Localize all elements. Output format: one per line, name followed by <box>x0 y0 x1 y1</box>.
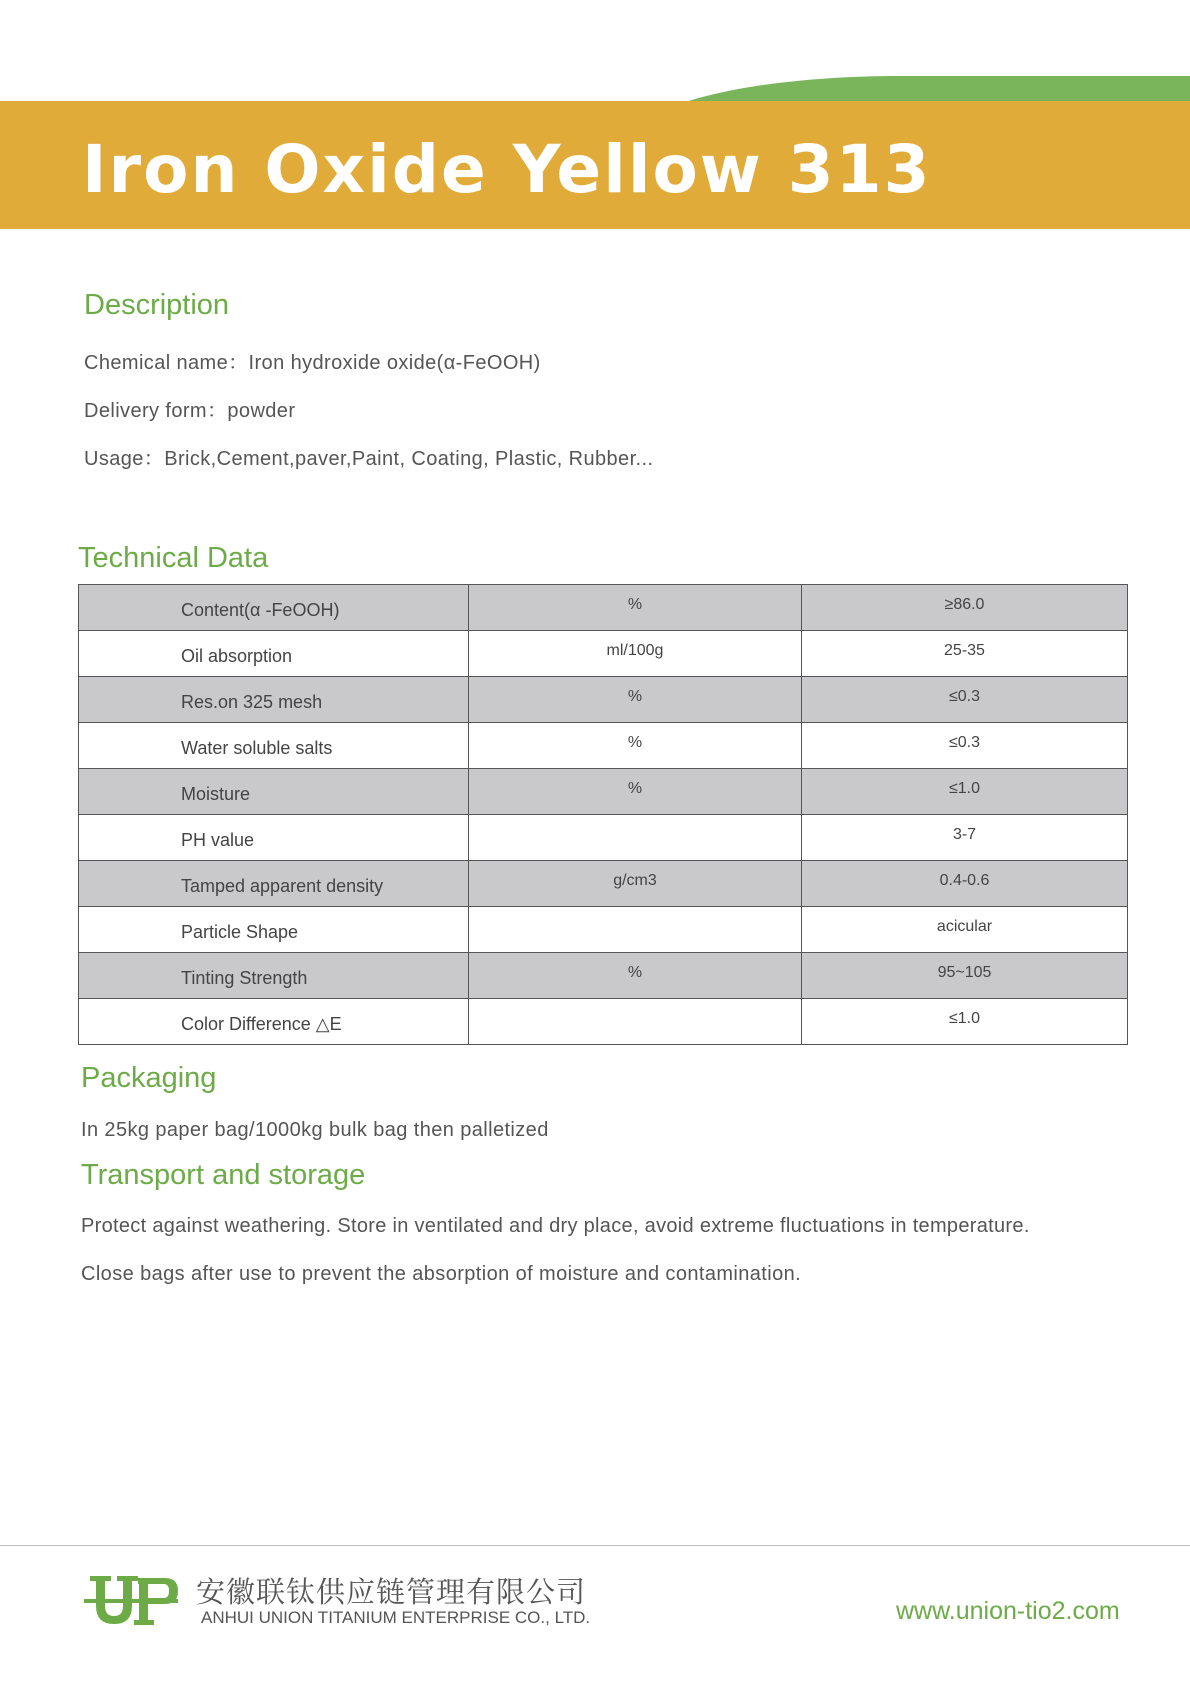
technical-data-table <box>78 584 1128 1045</box>
delivery-form: Delivery form：powder <box>84 400 296 422</box>
property-unit: % <box>469 723 802 769</box>
property-name: Color Difference △E <box>79 999 469 1045</box>
table-row <box>79 953 1128 999</box>
property-name: PH value <box>79 815 469 861</box>
property-unit: % <box>469 677 802 723</box>
property-value: ≤0.3 <box>802 677 1128 723</box>
table-row <box>79 861 1128 907</box>
property-name: Tamped apparent density <box>79 861 469 907</box>
property-value: 95~105 <box>802 953 1128 999</box>
transport-text-line1: Protect against weathering. Store in ventilated and dry place, avoid extreme fluctuations in temperature. <box>81 1215 1030 1237</box>
usage: Usage：Brick,Cement,paver,Paint, Coating, Plastic, Rubber... <box>84 448 654 470</box>
property-unit: ml/100g <box>469 631 802 677</box>
footer-divider <box>0 1545 1190 1546</box>
table-row <box>79 999 1128 1045</box>
property-name: Particle Shape <box>79 907 469 953</box>
company-name-english: ANHUI UNION TITANIUM ENTERPRISE CO., LTD. <box>201 1608 591 1627</box>
page-title: Iron Oxide Yellow 313 <box>82 131 932 208</box>
property-unit: % <box>469 769 802 815</box>
property-unit <box>469 907 802 953</box>
packaging-text: In 25kg paper bag/1000kg bulk bag then palletized <box>81 1119 549 1141</box>
property-name: Water soluble salts <box>79 723 469 769</box>
technical-data-heading: Technical Data <box>78 542 269 574</box>
transport-text-line2: Close bags after use to prevent the absorption of moisture and contamination. <box>81 1263 802 1285</box>
transport-heading: Transport and storage <box>81 1159 366 1191</box>
property-value: ≥86.0 <box>802 585 1128 631</box>
property-name: Content(α -FeOOH) <box>79 585 469 631</box>
property-unit: % <box>469 953 802 999</box>
table-row <box>79 815 1128 861</box>
property-unit <box>469 815 802 861</box>
property-name: Oil absorption <box>79 631 469 677</box>
property-value: 3-7 <box>802 815 1128 861</box>
title-banner <box>0 101 1190 229</box>
property-unit <box>469 999 802 1045</box>
table-row <box>79 907 1128 953</box>
website-link[interactable]: www.union-tio2.com <box>896 1597 1120 1625</box>
property-value: 0.4-0.6 <box>802 861 1128 907</box>
property-name: Moisture <box>79 769 469 815</box>
table-row <box>79 677 1128 723</box>
description-heading: Description <box>84 289 230 321</box>
chemical-name: Chemical name：Iron hydroxide oxide(α-FeOOH) <box>84 352 541 374</box>
property-value: ≤0.3 <box>802 723 1128 769</box>
property-unit: % <box>469 585 802 631</box>
table-row <box>79 585 1128 631</box>
property-value: 25-35 <box>802 631 1128 677</box>
union-titanium-logo-icon <box>82 1572 180 1628</box>
property-unit: g/cm3 <box>469 861 802 907</box>
property-value: ≤1.0 <box>802 769 1128 815</box>
property-name: Tinting Strength <box>79 953 469 999</box>
table-row <box>79 631 1128 677</box>
table-row <box>79 723 1128 769</box>
property-value: ≤1.0 <box>802 999 1128 1045</box>
property-name: Res.on 325 mesh <box>79 677 469 723</box>
table-row <box>79 769 1128 815</box>
packaging-heading: Packaging <box>81 1062 217 1094</box>
property-value: acicular <box>802 907 1128 953</box>
company-name-chinese: 安徽联钛供应链管理有限公司 <box>196 1575 587 1609</box>
